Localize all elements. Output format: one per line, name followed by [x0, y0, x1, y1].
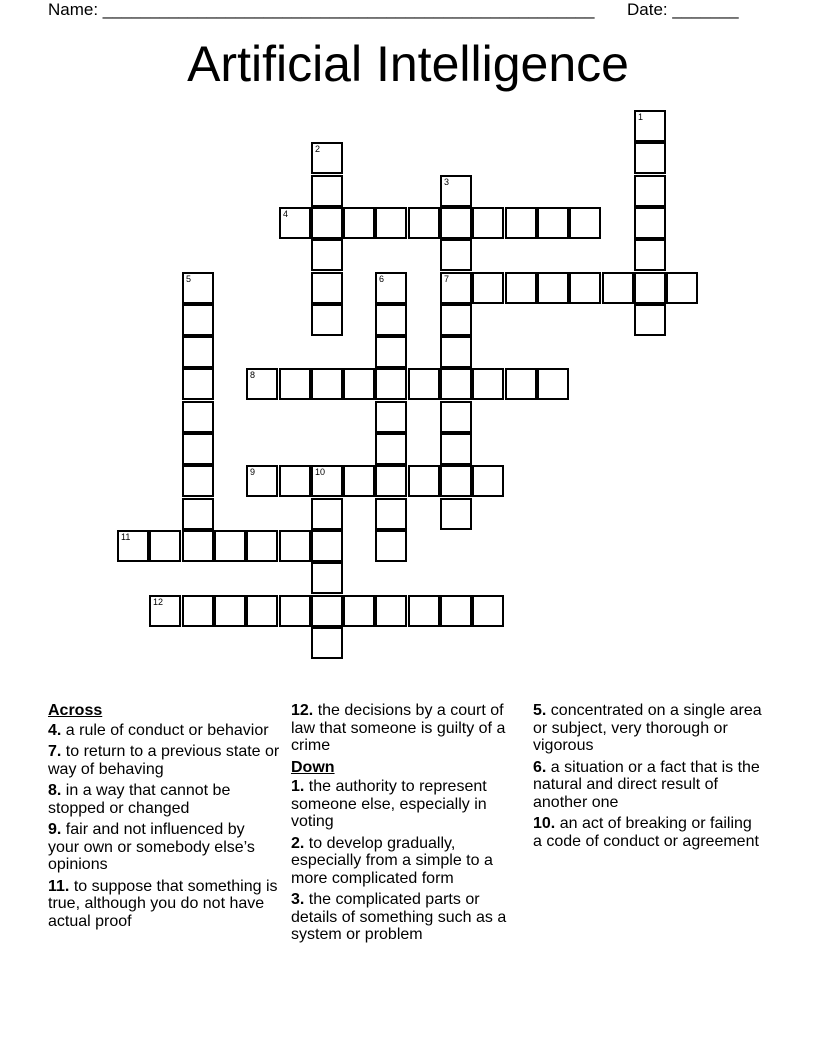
date-field-label: Date: _______: [627, 0, 739, 19]
clue-number-label: 1: [638, 112, 644, 122]
grid-cell[interactable]: [343, 368, 375, 400]
clue-number-label: 2: [315, 144, 321, 154]
grid-cell[interactable]: [375, 433, 407, 465]
grid-cell[interactable]: [311, 304, 343, 336]
grid-cell[interactable]: [214, 530, 246, 562]
grid-cell[interactable]: [246, 368, 278, 400]
clue-down-6: 6. a situation or a fact that is the natural and direct result of another one: [533, 758, 760, 811]
grid-cell[interactable]: [311, 142, 343, 174]
grid-cell[interactable]: [182, 401, 214, 433]
name-field-label: Name: ____________________________________________________: [48, 0, 595, 19]
clue-column-2: [291, 702, 523, 948]
grid-cell[interactable]: [375, 465, 407, 497]
grid-cell[interactable]: [634, 239, 666, 271]
grid-cell[interactable]: [440, 433, 472, 465]
grid-cell[interactable]: [440, 595, 472, 627]
grid-cell[interactable]: [408, 368, 440, 400]
grid-cell[interactable]: [311, 465, 343, 497]
grid-cell[interactable]: [246, 530, 278, 562]
clue-number-label: 5: [186, 274, 192, 284]
grid-cell[interactable]: [440, 498, 472, 530]
grid-cell[interactable]: [408, 465, 440, 497]
grid-cell[interactable]: [537, 272, 569, 304]
grid-cell[interactable]: [246, 595, 278, 627]
clue-number-label: 11: [121, 532, 131, 542]
grid-cell[interactable]: [182, 368, 214, 400]
grid-cell[interactable]: [279, 595, 311, 627]
grid-cell[interactable]: [472, 465, 504, 497]
grid-cell[interactable]: [505, 207, 537, 239]
grid-cell[interactable]: [311, 627, 343, 659]
clue-down-1: 1. the authority to represent someone else, especially in voting: [291, 778, 487, 830]
grid-cell[interactable]: [602, 272, 634, 304]
grid-cell[interactable]: [182, 498, 214, 530]
grid-cell[interactable]: [311, 175, 343, 207]
clue-number-label: 12: [153, 597, 164, 607]
grid-cell[interactable]: [634, 272, 666, 304]
grid-cell[interactable]: [569, 272, 601, 304]
clue-down-10: 10. an act of breaking or failing a code of conduct or agreement: [533, 815, 759, 850]
clue-down-3: 3. the complicated parts or details of something such as a system or problem: [291, 891, 507, 943]
grid-cell[interactable]: [440, 401, 472, 433]
clue-number-label: 3: [444, 177, 450, 187]
grid-cell[interactable]: [408, 207, 440, 239]
grid-cell[interactable]: [343, 465, 375, 497]
grid-cell[interactable]: [634, 110, 666, 142]
down-heading: Down: [291, 758, 335, 776]
grid-cell[interactable]: [375, 304, 407, 336]
grid-cell[interactable]: [440, 336, 472, 368]
grid-cell[interactable]: [634, 304, 666, 336]
grid-cell[interactable]: [149, 530, 181, 562]
grid-cell[interactable]: [375, 272, 407, 304]
grid-cell[interactable]: [375, 368, 407, 400]
grid-cell[interactable]: [666, 272, 698, 304]
grid-cell[interactable]: [634, 207, 666, 239]
grid-cell[interactable]: [343, 595, 375, 627]
clue-number-label: 10: [315, 467, 326, 477]
grid-cell[interactable]: [537, 368, 569, 400]
grid-cell[interactable]: [311, 595, 343, 627]
grid-cell[interactable]: [505, 272, 537, 304]
clue-across-4: 4. a rule of conduct or behavior: [48, 721, 269, 739]
clue-across-9: 9. fair and not influenced by your own or somebody else’s opinions: [48, 821, 255, 873]
grid-cell[interactable]: [246, 465, 278, 497]
grid-cell[interactable]: [343, 207, 375, 239]
grid-cell[interactable]: [149, 595, 181, 627]
grid-cell[interactable]: [375, 336, 407, 368]
clue-down-5: 5. concentrated on a single area or subject, very thorough or vigorous: [533, 702, 762, 754]
grid-cell[interactable]: [375, 530, 407, 562]
grid-cell[interactable]: [440, 304, 472, 336]
grid-cell[interactable]: [182, 304, 214, 336]
clue-number-label: 6: [379, 274, 385, 284]
grid-cell[interactable]: [440, 175, 472, 207]
grid-cell[interactable]: [408, 595, 440, 627]
grid-cell[interactable]: [440, 239, 472, 271]
grid-cell[interactable]: [440, 272, 472, 304]
clue-number-label: 9: [250, 467, 256, 477]
grid-cell[interactable]: [472, 207, 504, 239]
grid-cell[interactable]: [182, 433, 214, 465]
grid-cell[interactable]: [182, 465, 214, 497]
clue-column-1: [48, 702, 280, 934]
clue-across-12: 12. the decisions by a court of law that someone is guilty of a crime: [291, 702, 506, 754]
clue-number-label: 8: [250, 370, 256, 380]
grid-cell[interactable]: [279, 368, 311, 400]
grid-cell[interactable]: [279, 465, 311, 497]
grid-cell[interactable]: [311, 239, 343, 271]
grid-cell[interactable]: [505, 368, 537, 400]
grid-cell[interactable]: [375, 595, 407, 627]
grid-cell[interactable]: [279, 530, 311, 562]
grid-cell[interactable]: [634, 175, 666, 207]
grid-cell[interactable]: [182, 272, 214, 304]
grid-cell[interactable]: [375, 498, 407, 530]
clue-number-label: 7: [444, 274, 450, 284]
grid-cell[interactable]: [472, 595, 504, 627]
grid-cell[interactable]: [311, 530, 343, 562]
grid-cell[interactable]: [440, 465, 472, 497]
grid-cell[interactable]: [117, 530, 149, 562]
grid-cell[interactable]: [634, 142, 666, 174]
grid-cell[interactable]: [214, 595, 246, 627]
grid-cell[interactable]: [311, 207, 343, 239]
clue-across-11: 11. to suppose that something is true, although you do not have actual proof: [48, 877, 278, 930]
clue-across-7: 7. to return to a previous state or way of behaving: [48, 743, 280, 778]
grid-cell[interactable]: [472, 272, 504, 304]
grid-cell[interactable]: [311, 498, 343, 530]
clue-column-3: [533, 702, 765, 854]
grid-cell[interactable]: [375, 207, 407, 239]
grid-cell[interactable]: [311, 562, 343, 594]
clue-down-2: 2. to develop gradually, especially from a simple to a more complicated form: [291, 834, 493, 887]
grid-cell[interactable]: [182, 595, 214, 627]
grid-cell[interactable]: [569, 207, 601, 239]
grid-cell[interactable]: [440, 368, 472, 400]
across-heading: Across: [48, 702, 103, 719]
grid-cell[interactable]: [182, 336, 214, 368]
grid-cell[interactable]: [311, 368, 343, 400]
grid-cell[interactable]: [472, 368, 504, 400]
grid-cell[interactable]: [440, 207, 472, 239]
grid-cell[interactable]: [311, 272, 343, 304]
clue-number-label: 4: [283, 209, 289, 219]
grid-cell[interactable]: [375, 401, 407, 433]
puzzle-title: Artificial Intelligence: [187, 36, 629, 92]
grid-cell[interactable]: [537, 207, 569, 239]
grid-cell[interactable]: [182, 530, 214, 562]
grid-cell[interactable]: [279, 207, 311, 239]
clue-across-8: 8. in a way that cannot be stopped or changed: [48, 782, 231, 817]
